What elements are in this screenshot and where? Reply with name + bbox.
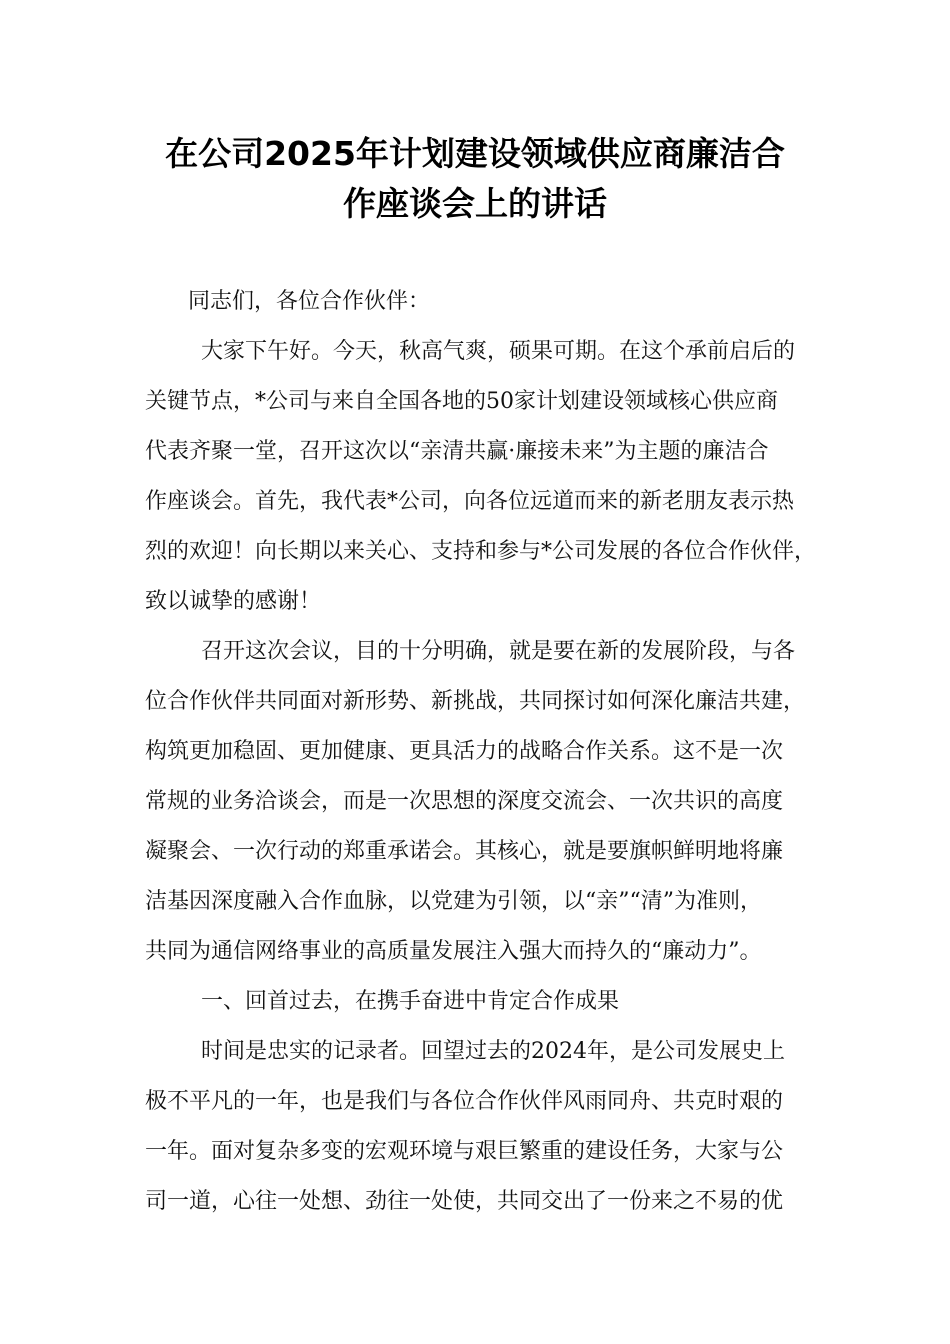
text-line: 极不平凡的一年，也是我们与各位合作伙伴风雨同舟、共克时艰的 bbox=[145, 1089, 784, 1114]
text-line: 召开这次会议，目的十分明确，就是要在新的发展阶段，与各 bbox=[201, 639, 796, 664]
text-line: 烈的欢迎！向长期以来关心、支持和参与*公司发展的各位合作伙伴， bbox=[145, 539, 817, 564]
purpose-paragraph bbox=[145, 627, 830, 977]
text-line: 常规的业务洽谈会，而是一次思想的深度交流会、一次共识的高度 bbox=[145, 789, 784, 814]
text-line: 构筑更加稳固、更加健康、更具活力的战略合作关系。这不是一次 bbox=[145, 739, 784, 764]
text-line: 关键节点，*公司与来自全国各地的50家计划建设领域核心供应商 bbox=[145, 389, 778, 414]
text-line: 致以诚挚的感谢！ bbox=[145, 589, 322, 614]
text-line: 一、回首过去，在携手奋进中肯定合作成果 bbox=[201, 989, 620, 1014]
text-line: 司一道，心往一处想、劲往一处使，共同交出了一份来之不易的优 bbox=[145, 1189, 784, 1214]
text-line: 大家下午好。今天，秋高气爽，硕果可期。在这个承前启后的 bbox=[201, 339, 796, 364]
text-line: 共同为通信网络事业的高质量发展注入强大而持久的“廉动力”。 bbox=[145, 939, 762, 964]
review-paragraph bbox=[145, 1027, 830, 1227]
text-line: 作座谈会。首先，我代表*公司，向各位远道而来的新老朋友表示热 bbox=[145, 489, 795, 514]
section-heading-1 bbox=[145, 977, 830, 1027]
document-body bbox=[145, 327, 830, 1227]
text-line: 位合作伙伴共同面对新形势、新挑战，共同探讨如何深化廉洁共建， bbox=[145, 689, 806, 714]
text-line: 一年。面对复杂多变的宏观环境与艰巨繁重的建设任务，大家与公 bbox=[145, 1139, 784, 1164]
document-title-line-2: 作座谈会上的讲话 bbox=[343, 184, 607, 223]
greeting: 同志们，各位合作伙伴： bbox=[188, 289, 431, 314]
document-title-line-1: 在公司2025年计划建设领域供应商廉洁合 bbox=[165, 134, 785, 173]
text-line: 代表齐聚一堂，召开这次以“亲清共赢·廉接未来”为主题的廉洁合 bbox=[145, 439, 769, 464]
text-line: 凝聚会、一次行动的郑重承诺会。其核心，就是要旗帜鲜明地将廉 bbox=[145, 839, 784, 864]
text-line: 时间是忠实的记录者。回望过去的2024年，是公司发展史上 bbox=[201, 1039, 785, 1064]
intro-paragraph bbox=[145, 327, 830, 627]
text-line: 洁基因深度融入合作血脉，以党建为引领，以“亲”“清”为准则， bbox=[145, 889, 762, 914]
